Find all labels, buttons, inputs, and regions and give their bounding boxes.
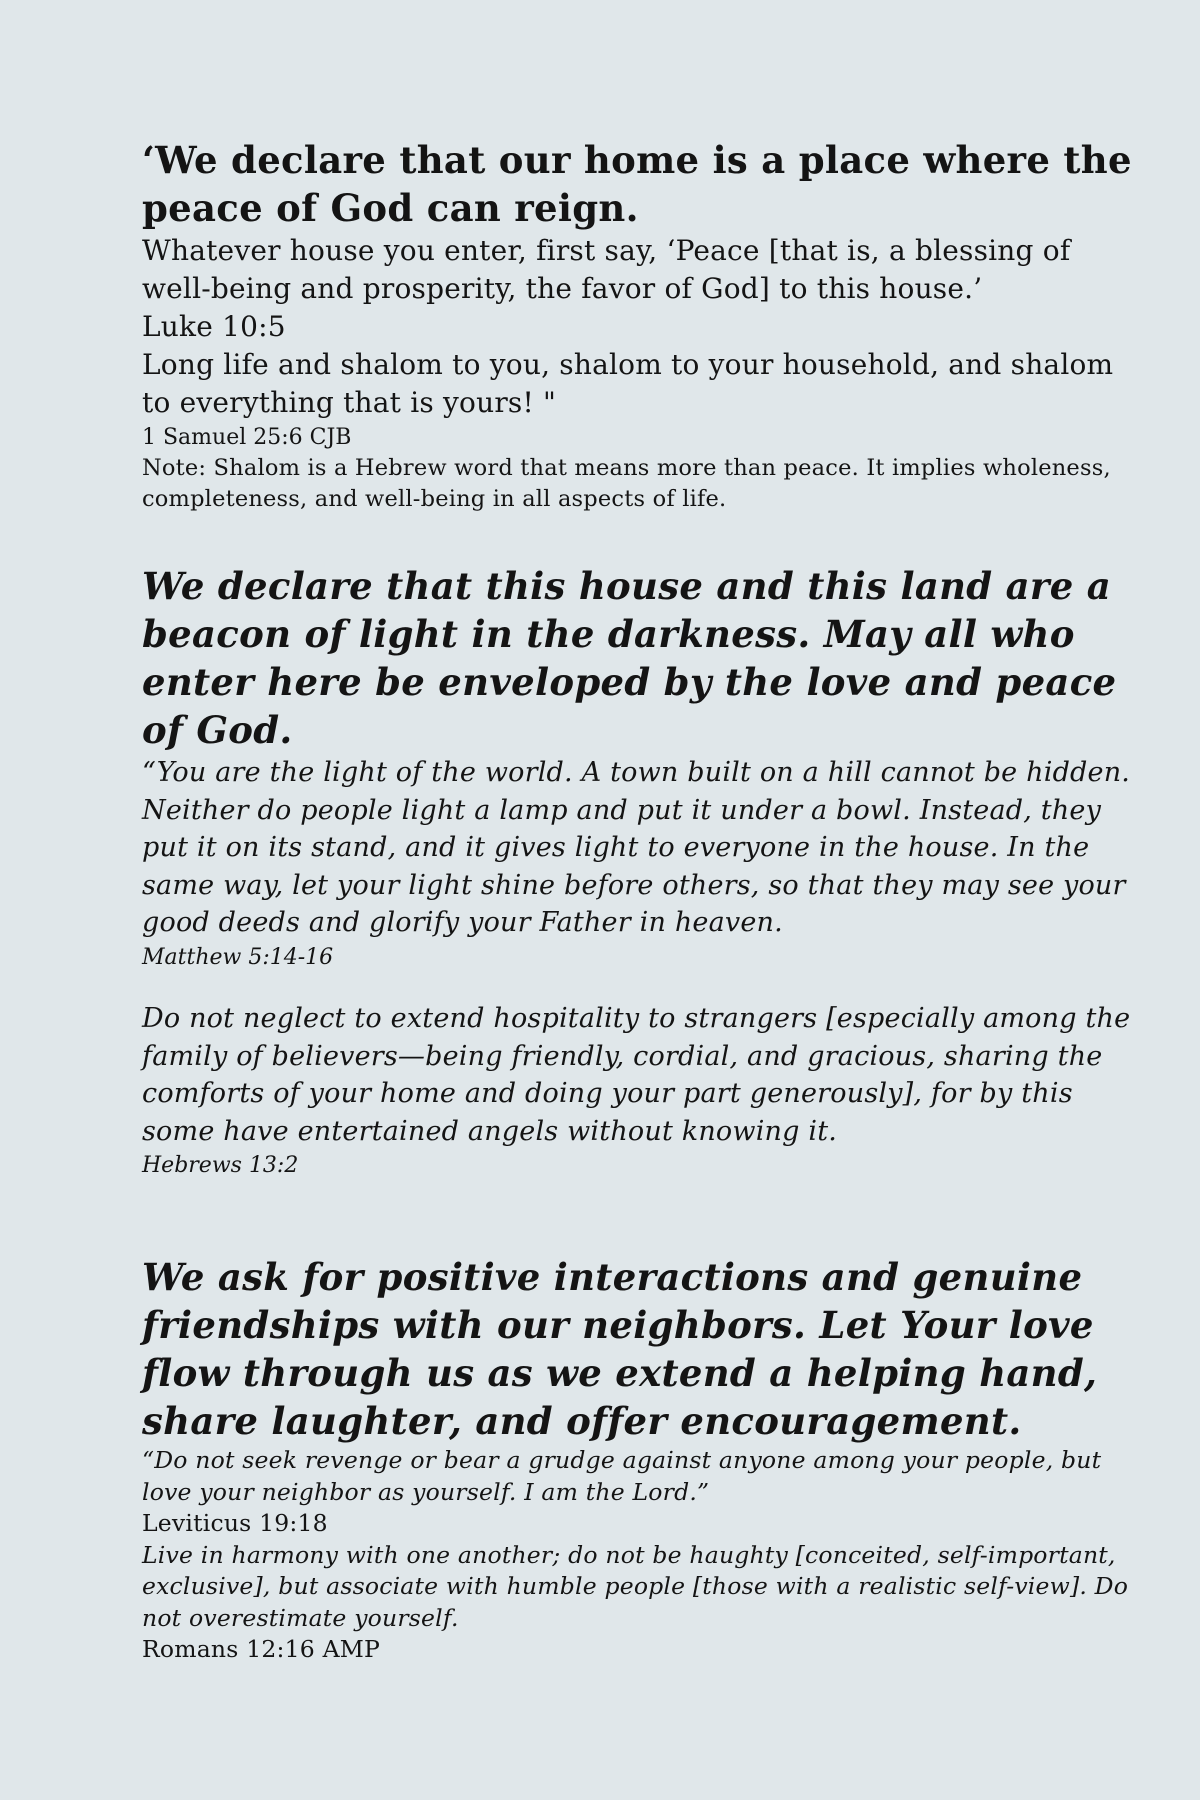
verse-reference: 1 Samuel 25:6 CJB bbox=[142, 425, 352, 450]
note-text: Note: Shalom is a Hebrew word that means more than peace. It implies wholeness, completeness, and well-being in all aspects of life. bbox=[142, 455, 1111, 512]
verse-text: Do not neglect to extend hospitality to strangers [especially among the family of believers—being friendly, cordial, and gracious, sharing the comforts of your home and doing your part generously], for by this some have entertained angels without knowing it. bbox=[142, 1003, 1131, 1147]
verse-reference: Leviticus 19:18 bbox=[142, 1509, 328, 1537]
verse-text: Long life and shalom to you, shalom to your household, and shalom to everything that is yours! " bbox=[142, 348, 1114, 419]
verse-text: Whatever house you enter, first say, ‘Peace [that is, a blessing of well-being and prosperity, the favor of God] to this house.’ bbox=[142, 234, 1071, 305]
section-heading: We ask for positive interactions and genuine friendships with our neighbors. Let Your love flow through us as we extend a helping hand, share laughter, and offer encouragement. bbox=[142, 1255, 1098, 1443]
verse-text: Live in harmony with one another; do not be haughty [conceited, self-important, exclusive], but associate with humble people [those with a realistic self-view]. Do not overestimate yourself. bbox=[142, 1540, 1129, 1632]
section-peace bbox=[142, 136, 1144, 515]
verse-text: “You are the light of the world. A town built on a hill cannot be hidden. Neither do people light a lamp and put it under a bowl. Instead, they put it on its stand, and it gives light to everyone in the house. In the same way, let your light shine before others, so that they may see your good deeds and glorify your Father in heaven. bbox=[142, 757, 1131, 938]
verse-reference: Romans 12:16 AMP bbox=[142, 1635, 381, 1663]
verse-text: “Do not seek revenge or bear a grudge against anyone among your people, but love your neighbor as yourself. I am the Lord.” bbox=[142, 1446, 1102, 1506]
section-heading: We declare that this house and this land are a beacon of light in the darkness. May all who enter here be enveloped by the love and peace of God. bbox=[142, 564, 1117, 752]
section-hospitality bbox=[142, 1000, 1144, 1181]
section-neighbors bbox=[142, 1253, 1144, 1666]
verse-reference: Hebrews 13:2 bbox=[142, 1153, 299, 1178]
section-heading: ‘We declare that our home is a place where the peace of God can reign. bbox=[142, 138, 1132, 230]
verse-reference: Matthew 5:14-16 bbox=[142, 944, 334, 970]
verse-reference: Luke 10:5 bbox=[142, 310, 286, 343]
section-light bbox=[142, 562, 1144, 973]
